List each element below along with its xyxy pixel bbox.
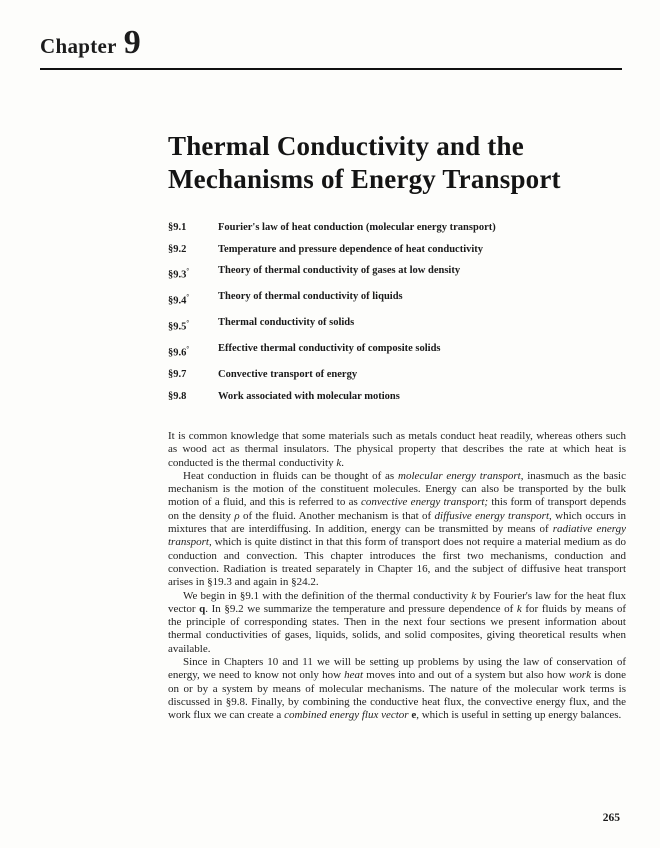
section-entry [168, 222, 630, 234]
chapter-title-line1: Thermal Conductivity and the [168, 131, 524, 161]
paragraph: It is common knowledge that some materials such as metals conduct heat readily, whereas others such as wood act as thermal insulators. The physical property that describes the rate at which heat is conducted is the thermal conductivity k. [168, 430, 626, 469]
paragraph: Since in Chapters 10 and 11 we will be setting up problems by using the law of conservation of energy, we need to know not only how heat moves into and out of a system but also how work is done on or by a system by means of molecular mechanisms. The nature of the molecular work terms is discussed in §9.8. Finally, by combining the conductive heat flux, the convective energy flux, and the work flux we can create a combined energy flux vector e, which is useful in setting up energy balances. [168, 656, 626, 722]
section-title: Convective transport of energy [218, 369, 358, 380]
section-number: §9.5° [168, 319, 190, 333]
section-number: §9.7 [168, 369, 187, 380]
page-number: 265 [602, 812, 620, 824]
section-title: Theory of thermal conductivity of gases at low density [218, 265, 461, 276]
section-title: Thermal conductivity of solids [218, 317, 355, 328]
section-entry [168, 265, 630, 282]
section-entry [168, 369, 630, 381]
section-entry [168, 391, 630, 403]
section-number: §9.8 [168, 390, 187, 402]
paragraph: Heat conduction in fluids can be thought of as molecular energy transport, inasmuch as the basic mechanism is the motion of the constituent molecules. Energy can also be transported by the bulk motion of a fluid, and this is referred to as convective energy transport; this form of transport depends on the density ρ of the fluid. Another mechanism is that of diffusive energy transport, which occurs in mixtures that are interdiffusing. In addition, energy can be transmitted by means of radiative energy transport, which is quite distinct in that this form of transport does not require a material medium as do conduction and convection. This chapter introduces the first two mechanisms, conduction and convection. Radiation is treated separately in Chapter 16, and the subject of diffusive heat transport arises in §19.3 and again in §24.2. [168, 469, 627, 589]
header-rule [40, 68, 622, 70]
section-entry [168, 291, 630, 308]
chapter-label: Chapter [40, 34, 117, 58]
body-text [168, 430, 626, 723]
section-number: §9.2 [168, 243, 187, 255]
section-entry [168, 244, 630, 256]
section-title: Effective thermal conductivity of composite solids [218, 343, 441, 354]
section-number: §9.3° [168, 267, 190, 281]
section-number: §9.4° [168, 293, 190, 307]
section-number: §9.6° [168, 345, 190, 359]
section-list [168, 222, 630, 412]
paragraph: We begin in §9.1 with the definition of the thermal conductivity k by Fourier's law for the heat flux vector q. In §9.2 we summarize the temperature and pressure dependence of k for fluids by means of the principle of corresponding states. Then in the next four sections we present information about thermal conductivities of gases, liquids, solids, and solid composites, giving theoretical results when available. [168, 589, 626, 655]
section-title: Theory of thermal conductivity of liquids [218, 291, 403, 302]
chapter-number: 9 [123, 24, 141, 61]
section-entry [168, 317, 630, 334]
section-title: Work associated with molecular motions [218, 390, 400, 402]
chapter-title [168, 130, 638, 196]
section-title: Fourier's law of heat conduction (molecular energy transport) [218, 222, 496, 233]
chapter-title-line2: Mechanisms of Energy Transport [168, 164, 561, 194]
section-entry [168, 343, 630, 360]
section-title: Temperature and pressure dependence of heat conductivity [218, 243, 484, 255]
chapter-header [40, 24, 141, 62]
section-number: §9.1 [168, 222, 187, 233]
